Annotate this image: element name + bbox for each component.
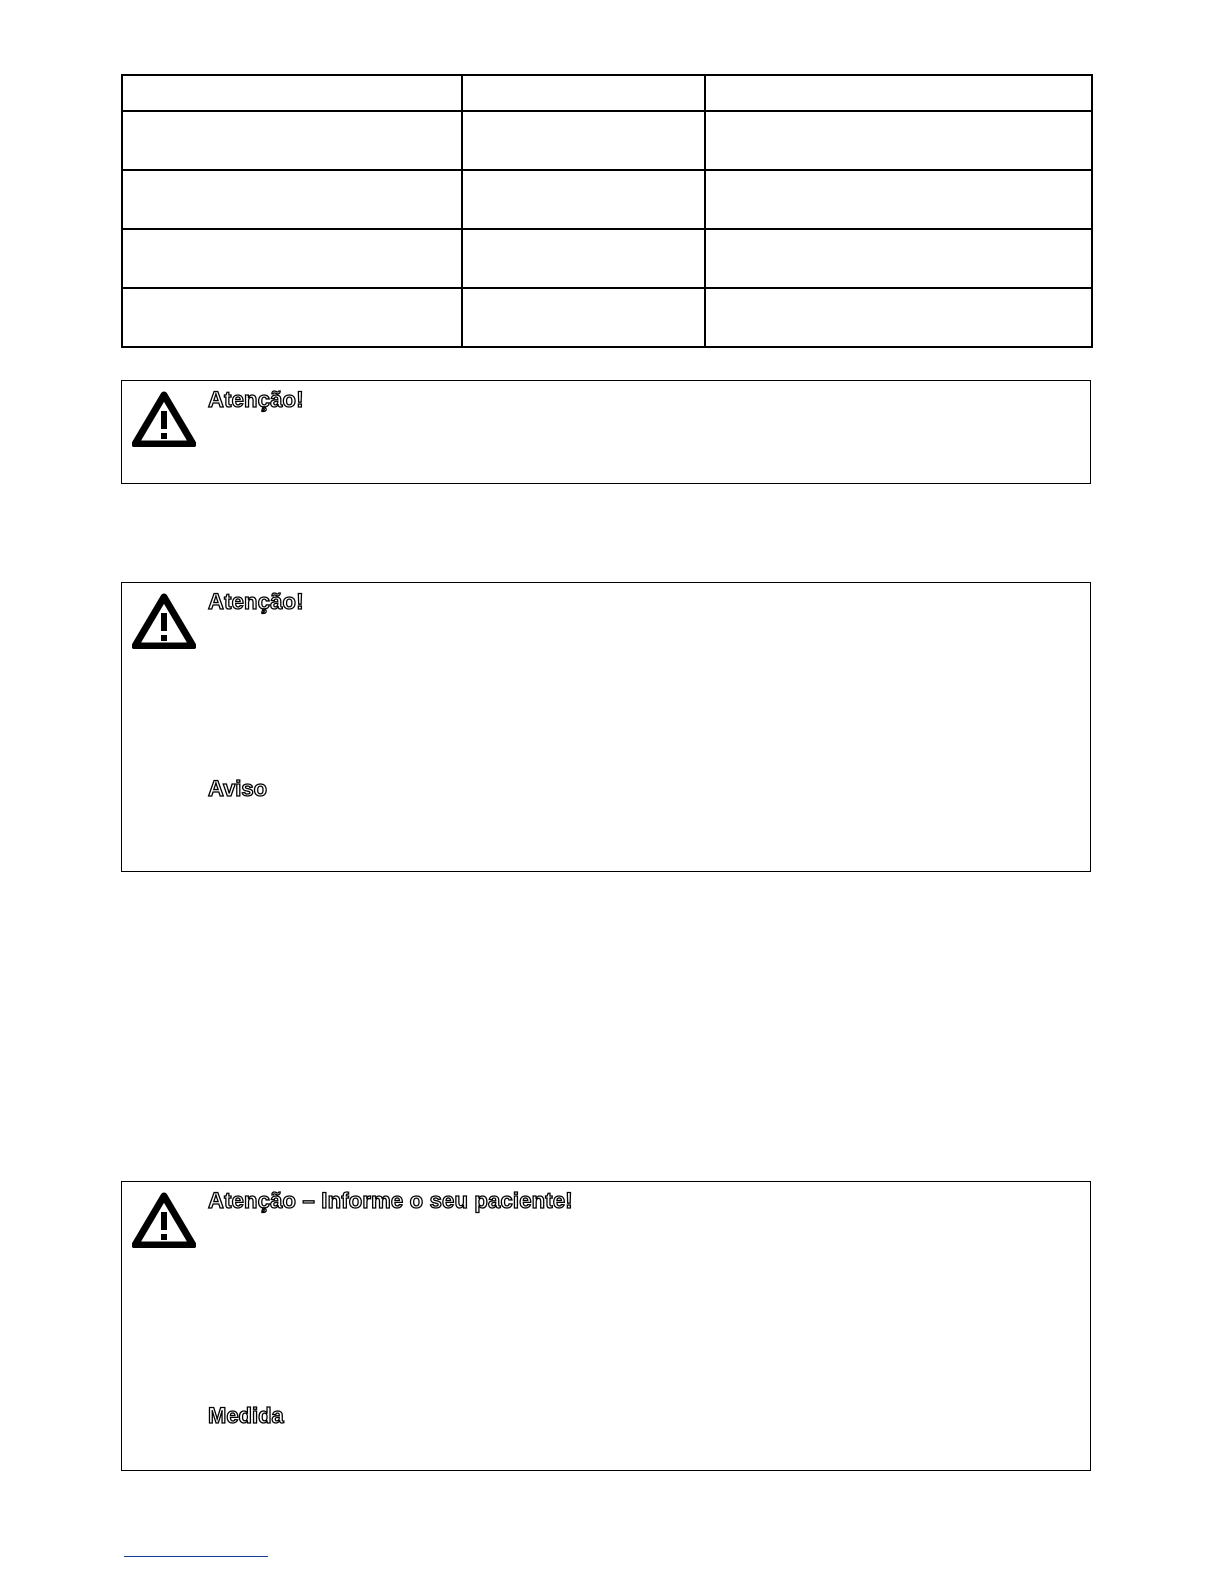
table-row <box>122 111 1092 170</box>
warning-box-3 <box>121 1181 1091 1471</box>
warning-title: Atenção! <box>208 387 304 412</box>
table-row <box>122 170 1092 229</box>
table-cell <box>705 288 1092 347</box>
table-cell <box>122 75 462 111</box>
warning-box-2 <box>121 582 1091 872</box>
table-cell <box>705 170 1092 229</box>
table-cell <box>462 75 705 111</box>
table-row <box>122 288 1092 347</box>
table-cell <box>462 111 705 170</box>
table-cell <box>462 229 705 288</box>
warning-subtitle: Aviso <box>208 776 268 801</box>
warning-triangle-icon <box>132 593 196 649</box>
warning-subtitle: Medida <box>208 1403 284 1428</box>
table-cell <box>122 111 462 170</box>
warning-title: Atenção! <box>208 589 304 614</box>
table-cell <box>122 288 462 347</box>
table-cell <box>705 111 1092 170</box>
table-cell <box>462 288 705 347</box>
table-cell <box>705 229 1092 288</box>
table-cell <box>705 75 1092 111</box>
table-cell <box>122 229 462 288</box>
warning-triangle-icon <box>132 1192 196 1248</box>
warning-title: Atenção – Informe o seu paciente! <box>208 1188 573 1213</box>
empty-table <box>121 74 1093 348</box>
table-cell <box>122 170 462 229</box>
table-row <box>122 229 1092 288</box>
table-cell <box>462 170 705 229</box>
table-header-row <box>122 75 1092 111</box>
warning-box-1 <box>121 380 1091 484</box>
footnote-separator <box>124 1556 268 1557</box>
warning-triangle-icon <box>132 391 196 447</box>
